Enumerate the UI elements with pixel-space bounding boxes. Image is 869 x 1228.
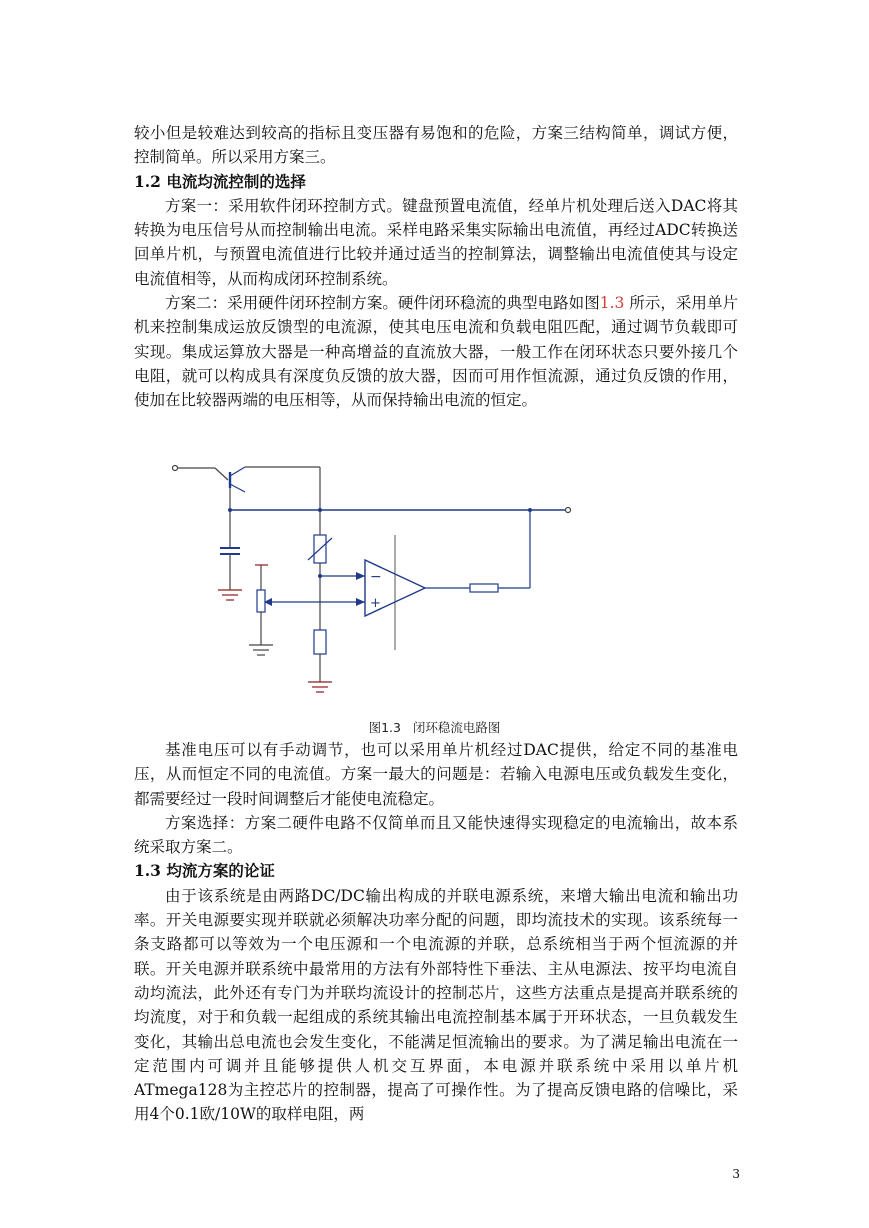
junction-dot [318,574,322,578]
paragraph-plan-choice: 方案选择：方案二硬件电路不仅简单而且又能快速得实现稳定的电流输出，故本系统采取方案二。 [134,813,738,857]
closed-loop-current-circuit-diagram [160,450,590,700]
page-number: 3 [732,1167,740,1181]
paragraph-plan2 [134,291,738,412]
paragraph-plan1: 方案一：采用软件闭环控制方式。键盘预置电流值，经单片机处理后送入DAC将其转换为电压信号从而控制输出电流。采样电路采集实际输出电流值，再经过ADC转换送回单片机，与预置电流值进行比较并通过适当的控制算法，调整输出电流值使其与设定电流值相等，从而构成闭环控制系统。 [134,196,738,288]
figure-reference-link[interactable]: 1.3 [599,294,625,313]
figure-number: 图1.3 [368,720,401,735]
heading-1-2: 1.2 电流均流控制的选择 [134,171,306,191]
plan2-text-after: 所示，采用单片机来控制集成运放反馈型的电流源，使其电压电流和负载电阻匹配，通过调节负载即可实现。集成运算放大器是一种高增益的直流放大器，一般工作在闭环状态只要外接几个电阻，就可以构成具有深度负反馈的放大器，因而可用作恒流源，通过负反馈的作用，使加在比较器两端的电压相等，从而保持输出电流的恒定。 [134,294,738,410]
heading-1-3: 1.3 均流方案的论证 [134,861,275,881]
paragraph-reference-voltage: 基准电压可以有手动调节，也可以采用单片机经过DAC提供，给定不同的基准电压，从而恒定不同的电流值。方案一最大的问题是：若输入电源电压或负载发生变化，都需要经过一段时间调整后才能使电流稳定。 [134,741,738,808]
paragraph-current-sharing: 由于该系统是由两路DC/DC输出构成的并联电源系统，来增大输出电流和输出功率。开关电源要实现并联就必须解决功率分配的问题，即均流技术的实现。该系统每一条支路都可以等效为一个电压源和一个电流源的并联，总系统相当于两个恒流源的并联。开关电源并联系统中最常用的方法有外部特性下垂法、主从电源法、按平均电流自动均流法，此外还有专门为并联均流设计的控制芯片，这些方法重点是提高并联系统的均流度，对于和负载一起组成的系统其输出电流控制基本属于开环状态，一旦负载发生变化，其输出总电流也会发生变化，不能满足恒流输出的要求。为了满足输出电流在一定范围内可调并且能够提供人机交互界面，本电源并联系统中采用以单片机ATmega128为主控芯片的控制器，提高了可操作性。为了提高反馈电路的信噪比，采用4个0.1欧/10W的取样电阻，两 [134,886,738,1124]
input-terminal [173,466,178,471]
transistor-emitter [230,467,245,476]
text-block-bottom [134,738,738,1127]
transistor-collector [230,484,245,492]
paragraph-continuation: 较小但是较难达到较高的指标且变压器有易饱和的危险，方案三结构简单，调试方便，控制简单。所以采用方案三。 [134,124,738,167]
arrow-plus-input [356,598,365,606]
opamp-plus-label: + [370,596,381,611]
text-block-top [134,121,738,413]
ground-symbol-left [218,590,242,600]
output-terminal [566,508,571,513]
figure-title: 闭环稳流电路图 [412,720,501,735]
ground-symbol-pot [249,645,273,655]
sense-resistor [314,630,326,654]
junction-dot [318,508,322,512]
junction-dot [528,508,532,512]
plan2-text-before: 方案二：采用硬件闭环控制方案。硬件闭环稳流的典型电路如图 [165,294,600,313]
output-resistor [470,584,498,592]
arrow-minus-input [356,572,365,580]
figure-caption [0,718,869,736]
potentiometer [257,590,265,612]
opamp-minus-label: − [370,569,382,585]
ground-symbol-bottom [308,682,332,692]
junction-dot [228,508,232,512]
